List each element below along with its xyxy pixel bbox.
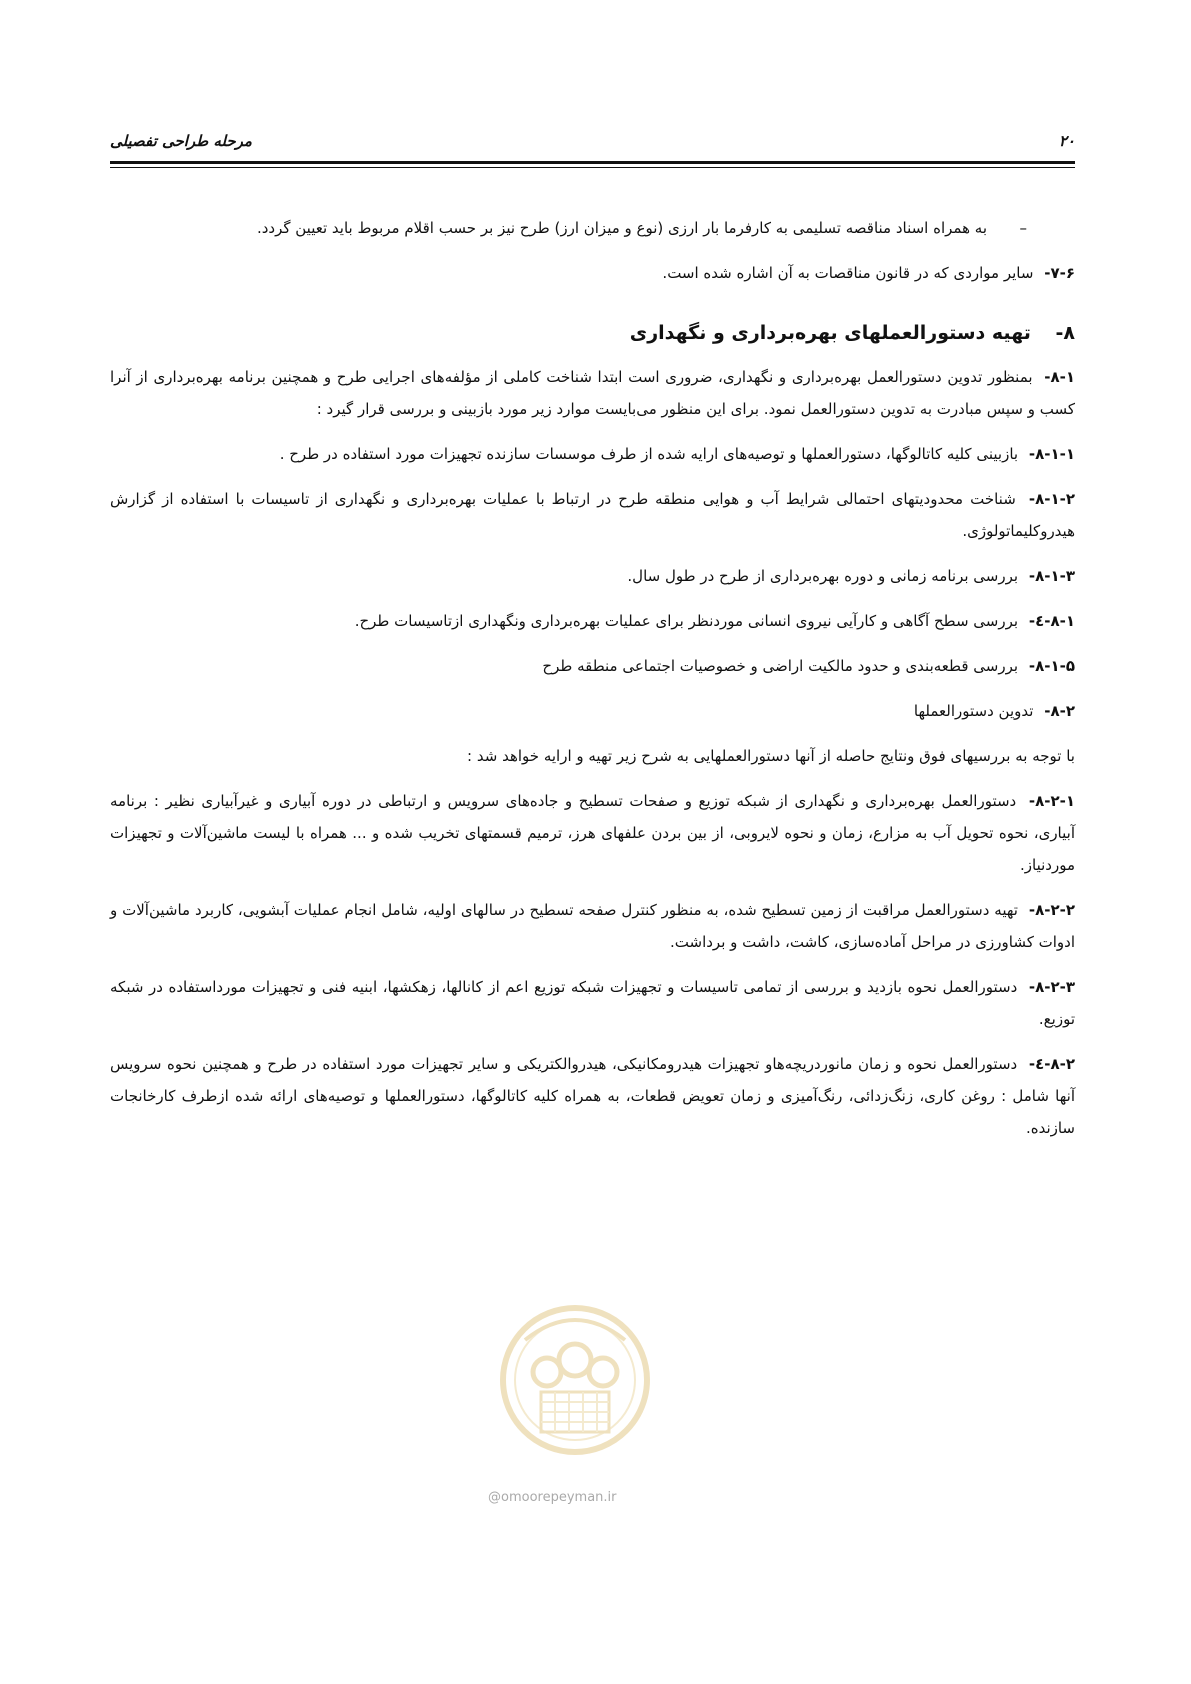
- item-8-2-4: [110, 1048, 1075, 1144]
- item-number: ۷-۶-: [1044, 264, 1075, 282]
- item-number: ۸-۲-۲-: [1028, 901, 1075, 919]
- item-text: تدوین دستورالعملها: [913, 702, 1034, 720]
- page-header: [110, 118, 1075, 170]
- bullet-dash: –: [1019, 219, 1027, 237]
- section-heading: [110, 317, 1075, 349]
- section-title: تهیه دستورالعملهای بهره‌برداری و نگهداری: [629, 322, 1031, 344]
- item-number: ۸-۲-: [1044, 702, 1075, 720]
- item-text: سایر مواردی که در قانون مناقصات به آن اشاره شده است.: [662, 264, 1034, 282]
- watermark-url-text: omoorepeyman.ir: [501, 1490, 617, 1505]
- chapter-title: مرحله طراحی تفصیلی: [110, 132, 252, 150]
- item-8-1-3: [110, 560, 1075, 592]
- item-8-2-3: [110, 971, 1075, 1035]
- section-number: ۸-: [1055, 322, 1075, 344]
- item-text: دستورالعمل نحوه بازدید و بررسی از تمامی تاسیسات و تجهیزات شبکه توزیع اعم از کانالها، زهکشها، ابنیه فنی و تجهیزات مورداستفاده در شبکه توزیع.: [110, 978, 1075, 1028]
- document-body: [110, 212, 1075, 1157]
- header-rule: [110, 161, 1075, 164]
- item-number: ۸-۱-۵-: [1028, 657, 1075, 675]
- item-number: ۸-۱-۲-: [1028, 490, 1075, 508]
- item-number: ۸-۱-۱-: [1028, 445, 1075, 463]
- item-number: ۸-۲-۱-: [1028, 792, 1075, 810]
- item-text: تهیه دستورالعمل مراقبت از زمین تسطیح شده، به منظور کنترل صفحه تسطیح در سالهای اولیه، شامل انجام عملیات آبشویی، کاربرد ماشین‌آلات و ادوات کشاورزی در مراحل آماده‌سازی، کاشت، داشت و برداشت.: [110, 901, 1075, 951]
- item-text: بازبینی کلیه کاتالوگها، دستورالعملها و توصیه‌های ارایه شده از طرف موسسات سازنده تجهیزات مورد استفاده در طرح .: [279, 445, 1019, 463]
- item-text: بررسی قطعه‌بندی و حدود مالکیت اراضی و خصوصیات اجتماعی منطقه طرح: [542, 657, 1019, 675]
- item-number: ۸-۲-۳-: [1028, 978, 1075, 996]
- intro-paragraph: [110, 740, 1075, 772]
- item-number: ۸-۱-٤-: [1028, 612, 1075, 630]
- item-number: ۸-۲-٤-: [1028, 1055, 1075, 1073]
- item-number: ۸-۱-: [1044, 368, 1075, 386]
- item-8-1-1: [110, 438, 1075, 470]
- item-8-1: [110, 361, 1075, 425]
- item-text: بررسی برنامه زمانی و دوره بهره‌برداری از طرح در طول سال.: [627, 567, 1019, 585]
- item-number: ۸-۱-۳-: [1028, 567, 1075, 585]
- page-number: ۲۰: [1058, 132, 1075, 150]
- item-8-2-1: [110, 785, 1075, 881]
- item-8-1-5: [110, 650, 1075, 682]
- watermark-seal-icon: [495, 1280, 655, 1480]
- item-text: بمنظور تدوین دستورالعمل بهره‌برداری و نگهداری، ضروری است ابتدا شناخت کاملی از مؤلفه‌های اجرایی طرح و همچنین برنامه بهره‌برداری از آنرا کسب و سپس مبادرت به تدوین دستورالعمل نمود. برای این منظور می‌بایست موارد زیر مورد بازبینی و بررسی قرار گیرد :: [110, 368, 1075, 418]
- item-text: بررسی سطح آگاهی و کارآیی نیروی انسانی موردنظر برای عملیات بهره‌برداری ونگهداری ازتاسیسات طرح.: [354, 612, 1019, 630]
- item-8-1-2: [110, 483, 1075, 547]
- item-text: شناخت محدودیتهای احتمالی شرایط آب و هوایی منطقه طرح در ارتباط با عملیات بهره‌برداری و نگهداری از تاسیسات با استفاده از گزارش هیدروکلیماتولوژی.: [110, 490, 1075, 540]
- item-8-2-2: [110, 894, 1075, 958]
- watermark-url: @omoorepeyman.ir: [488, 1490, 617, 1505]
- item-8-2: [110, 695, 1075, 727]
- item-7-6: [110, 257, 1075, 289]
- item-8-1-4: [110, 605, 1075, 637]
- item-text: دستورالعمل بهره‌برداری و نگهداری از شبکه توزیع و صفحات تسطیح و جاده‌های سرویس و ارتباطی در دوره آبیاری و غیرآبیاری نظیر : برنامه آبیاری، نحوه تحویل آب به مزارع، زمان و نحوه لایروبی، از بین بردن علفهای هرز، ترمیم قسمتهای تخریب شده و ... همراه با لیست ماشین‌آلات و تجهیزات موردنیاز.: [110, 792, 1075, 874]
- item-text: دستورالعمل نحوه و زمان مانوردریچه‌هاو تجهیزات هیدرومکانیکی، هیدروالکتریکی و سایر تجهیزات مورد استفاده در طرح و همچنین نحوه سرویس آنها شامل : روغن کاری، زنگ‌زدائی، رنگ‌آمیزی و زمان تعویض قطعات، به همراه کلیه کاتالوگها، دستورالعملها و توصیه‌های ارائه شده ازطرف کارخانجات سازنده.: [110, 1055, 1075, 1137]
- header-rule-thin: [110, 167, 1075, 168]
- bullet-paragraph: [110, 212, 1075, 244]
- intro-text: با توجه به بررسیهای فوق ونتایج حاصله از آنها دستورالعملهایی به شرح زیر تهیه و ارایه خواهد شد :: [467, 747, 1075, 765]
- bullet-text: به همراه اسناد مناقصه تسلیمی به کارفرما بار ارزی (نوع و میزان ارز) طرح نیز بر حسب اقلام مربوط باید تعیین گردد.: [256, 219, 987, 237]
